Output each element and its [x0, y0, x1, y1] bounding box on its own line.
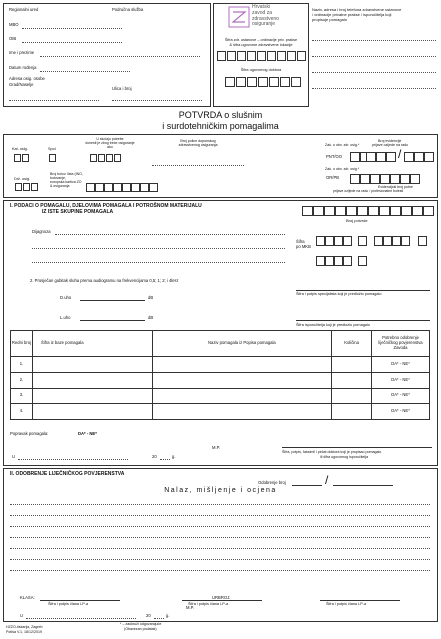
date-prefix-1: U	[12, 454, 16, 459]
dijagnoza-line-2[interactable]	[32, 248, 285, 249]
mbo-label: MBO	[9, 22, 19, 27]
right-ear-field[interactable]	[80, 300, 145, 301]
ustanova-code-cell[interactable]	[297, 51, 306, 61]
stanje-label-3: ako	[107, 145, 113, 149]
odobrenje-field-1[interactable]	[292, 485, 322, 486]
date-prefix-2: U	[20, 613, 24, 618]
iskaz-cell[interactable]	[131, 183, 140, 192]
dijagnoza-label: Dijagnoza	[32, 229, 51, 234]
odobrenje-label: Odobrenje broj	[258, 480, 286, 485]
logo-line-3: zdravstveno	[252, 15, 279, 22]
potvrda-cell[interactable]	[379, 206, 390, 216]
sig-final-line[interactable]	[282, 447, 432, 448]
orpb-cell[interactable]	[360, 174, 370, 184]
evid-cell[interactable]	[404, 152, 414, 162]
mkb-cell[interactable]	[358, 256, 367, 266]
evid-cell[interactable]	[366, 152, 376, 162]
mkb-cell[interactable]	[358, 236, 367, 246]
name-label: Ime i prezime	[9, 50, 35, 55]
name-field[interactable]	[40, 56, 200, 57]
mkb-cell[interactable]	[343, 236, 352, 246]
col-odobrenje: Potrebno odobrenje liječničkog povjerenstva Zavoda	[372, 331, 430, 357]
odobrenje-field-2[interactable]	[333, 485, 393, 486]
mkb-cell[interactable]	[334, 236, 343, 246]
stanje-label-1: U slučaju potrebe	[96, 137, 124, 141]
insured-info-box	[3, 3, 211, 107]
mkb-cell[interactable]	[325, 256, 334, 266]
row-approval[interactable]: DA* - NE*	[372, 388, 430, 404]
city-field[interactable]	[9, 100, 99, 101]
mp-label-2: M.P.	[186, 605, 195, 610]
sig-spec-line[interactable]	[296, 290, 430, 291]
hzzo-logo-icon	[228, 6, 250, 28]
dijagnoza-line-1[interactable]	[55, 234, 285, 235]
row-num: 2.	[11, 372, 33, 388]
col-naziv: Naziv pomagala iz Popisa pomagala	[152, 331, 331, 357]
oib-label: OIB	[9, 36, 17, 41]
mkb-cell[interactable]	[392, 236, 401, 246]
date-mid-1: 20	[152, 454, 157, 459]
ustanova-code-cell[interactable]	[237, 51, 246, 61]
nalaz-line[interactable]	[10, 537, 430, 538]
sig-lp2-label: Šifra i potpis člana LP-a	[188, 602, 229, 606]
iskaz-cell[interactable]	[104, 183, 113, 192]
orpb-cell[interactable]	[410, 174, 420, 184]
evid-cell[interactable]	[414, 152, 424, 162]
pnt-label: PNT/OO	[326, 154, 343, 159]
mkb-cell[interactable]	[325, 236, 334, 246]
sig-spec-label: Šifra i potpis specijalista koji je predložio pomagalo	[296, 292, 382, 296]
hearing-loss-label: 2. Prosječan gubitak sluha prema audiogramu na frekvencijama 0,5; 1; 2; i 4kHz	[30, 278, 179, 283]
facility-line-2[interactable]	[312, 56, 436, 57]
iskaz-cell[interactable]	[140, 183, 149, 192]
dijagnoza-line-3[interactable]	[32, 262, 285, 263]
section-2-title: II. ODOBRENJE LIJEČNIČKOG POVJERENSTVA	[10, 471, 125, 477]
sig-isp-line[interactable]	[296, 320, 430, 321]
row-approval[interactable]: DA* - NE*	[372, 404, 430, 420]
dob-field[interactable]	[40, 71, 130, 72]
col-redni-broj: Redni broj	[11, 331, 33, 357]
mkb-cell[interactable]	[383, 236, 392, 246]
row-num: 4.	[11, 404, 33, 420]
evid-cell[interactable]	[386, 152, 396, 162]
ustanova-code-cell[interactable]	[267, 51, 276, 61]
zak-label: Zak. o obv. zdr. osig.*	[325, 143, 360, 147]
stanje-cell-2[interactable]	[98, 154, 105, 162]
doctor-code-cell[interactable]	[247, 77, 257, 87]
ozljeda-field[interactable]	[152, 165, 244, 166]
nalaz-line[interactable]	[10, 515, 430, 516]
iskaz-cell[interactable]	[122, 183, 131, 192]
facility-line-3[interactable]	[312, 72, 436, 73]
iskaz-label-2: bolovanje,	[50, 176, 66, 181]
potvrda-cell[interactable]	[357, 206, 368, 216]
row-approval[interactable]: DA* - NE*	[372, 372, 430, 388]
potvrda-cell[interactable]	[368, 206, 379, 216]
date-suffix-2: g.	[166, 613, 170, 618]
regional-office-label: Regionalni ured	[9, 7, 39, 12]
evid-slash: /	[398, 147, 402, 161]
table-row[interactable]	[11, 357, 430, 373]
logo-line-1: Hrvatski	[252, 4, 271, 10]
zak2-label: Zak. o obv. zdr. osig.*	[325, 167, 360, 171]
logo-line-2: zavod za	[252, 9, 273, 16]
sig-final-label-1: Šifra, potpis, faksimil i pečat doktora koji je propisao pomagalo	[282, 450, 382, 454]
date-year-field-2[interactable]	[154, 618, 164, 619]
broj-potvrde-label: Broj potvrde	[346, 218, 368, 223]
ustanova-code-cell[interactable]	[247, 51, 256, 61]
kat-label: Kat. osig.	[12, 147, 28, 151]
facility-label-2: / ordinacije privatne prakse / isporučitelja koji	[312, 12, 392, 17]
ustanova-code-cell[interactable]	[287, 51, 296, 61]
document-title: POTVRDA o slušnim	[178, 110, 263, 120]
footer-org-2: Potiša V.1, 18/12/2019	[6, 630, 43, 634]
ev-broj-label-1: Evidencijski broj putne	[378, 185, 413, 189]
document-subtitle: i surdotehničkim pomagalima	[162, 121, 279, 131]
ozljeda-label-2: zdravstvenog osiguranja	[178, 143, 218, 147]
stanje-label-2: dovesti je zbog treće osiguranje	[85, 141, 135, 145]
nalaz-label: Nalaz, mišljenje i ocjena	[164, 487, 277, 494]
date-place-field-2[interactable]	[26, 618, 136, 619]
doctor-code-cell[interactable]	[291, 77, 301, 87]
doctor-code-cell[interactable]	[236, 77, 246, 87]
evid-cell[interactable]	[424, 152, 434, 162]
mkb-cell[interactable]	[418, 236, 427, 246]
facility-label-1: Naziv, adresa i broj telefona zdravstvene ustanove	[312, 7, 402, 12]
sig-lp1-label: Šifra i potpis člana LP-a	[48, 602, 89, 606]
row-num: 3.	[11, 388, 33, 404]
row-approval[interactable]: DA* - NE*	[372, 357, 430, 373]
repair-value[interactable]: DA* - NE*	[78, 431, 97, 436]
address-label: Adresa osig. osobe	[9, 76, 45, 81]
nalaz-line[interactable]	[10, 559, 430, 560]
potvrda-cell[interactable]	[324, 206, 335, 216]
potvrda-cell[interactable]	[313, 206, 324, 216]
stanje-cell-1[interactable]	[90, 154, 97, 162]
left-ear-label: L.uho	[60, 315, 71, 320]
date-place-field-1[interactable]	[18, 459, 128, 460]
doctor-code-cell[interactable]	[280, 77, 290, 87]
iskaz-cell[interactable]	[86, 183, 95, 192]
nalaz-line[interactable]	[10, 526, 430, 527]
footer-note-1: * – zaokruži odgovarajuće	[120, 622, 162, 626]
ustanova-code-cell[interactable]	[217, 51, 226, 61]
sig-lp3-label: Šifra i potpis člana LP-a	[326, 602, 367, 606]
evid-cell[interactable]	[376, 152, 386, 162]
potvrda-cell[interactable]	[302, 206, 313, 216]
orpb-cell[interactable]	[370, 174, 380, 184]
mp-label-1: M.P.	[212, 445, 221, 450]
street-field[interactable]	[112, 100, 202, 101]
drz-cell-2[interactable]	[23, 183, 30, 191]
potvrda-cell[interactable]	[401, 206, 412, 216]
klasa-label: KLASA:	[20, 595, 35, 600]
section-1-title-1: I. PODACI O POMAGALU, DJELOVIMA POMAGALA I POTROŠNOM MATERIJALU	[10, 203, 202, 209]
iskaz-label-3: europska kartica ZO	[50, 180, 82, 185]
ustanova-code-cell[interactable]	[257, 51, 266, 61]
facility-line-1[interactable]	[312, 40, 436, 41]
nalaz-line[interactable]	[10, 548, 430, 549]
spol-label: Spol	[48, 147, 56, 151]
row-num: 1.	[11, 357, 33, 373]
sig-final-label-2: ili šifra ugovornog isporučitelja	[320, 455, 369, 459]
ev-broj-label-2: prijave ozljede na radu / profesionalne bolesti	[333, 189, 404, 193]
street-label: Ulica i broj	[112, 86, 132, 91]
sig-lp1-line[interactable]	[40, 600, 120, 601]
prijava-label: prijave ozljede na radu	[372, 143, 409, 147]
branch-label: Područna služba	[112, 7, 144, 12]
devices-table	[10, 330, 430, 420]
doctor-code-cell[interactable]	[269, 77, 279, 87]
facility-label-3: propisuje pomagalo	[312, 17, 347, 22]
doctor-code-cell[interactable]	[258, 77, 268, 87]
mkb-cell[interactable]	[316, 236, 325, 246]
ustanova-label-2: & šifra ugovorne zdravstvene lokacije	[229, 43, 293, 47]
dob-label: Datum rođenja	[9, 65, 37, 70]
col-sifra: Šifra iz baze pomagala	[32, 331, 152, 357]
spol-cell[interactable]	[49, 154, 56, 162]
odobrenje-slash: /	[325, 473, 329, 487]
table-row[interactable]	[11, 372, 430, 388]
iskaz-cell[interactable]	[95, 183, 104, 192]
right-ear-label: D.uho	[60, 295, 72, 300]
oib-field[interactable]	[22, 42, 122, 43]
stanje-cell-3[interactable]	[106, 154, 113, 162]
mkb-cell[interactable]	[343, 256, 352, 266]
potvrda-cell[interactable]	[346, 206, 357, 216]
left-ear-db: dB	[148, 315, 154, 320]
iskaz-label-1: Broj bolov. lista (INO,	[50, 172, 83, 176]
nalaz-line[interactable]	[10, 570, 430, 571]
urbroj-label: URBROJ:	[212, 595, 231, 600]
section-1-title-2: IZ ISTE SKUPINE POMAGALA	[42, 209, 114, 215]
col-kolicina: Količina	[332, 331, 372, 357]
kat-cell-2[interactable]	[22, 154, 29, 162]
sig-isp-label: Šifra isporučitelja koji je predložio pomagalo	[296, 323, 370, 327]
facility-line-4[interactable]	[312, 88, 436, 89]
stanje-cell-4[interactable]	[114, 154, 121, 162]
table-row[interactable]	[11, 404, 430, 420]
city-label: Grad/Naselje	[9, 82, 34, 87]
orpb-cell[interactable]	[380, 174, 390, 184]
footer-note-2: (Obavezan podatak)	[124, 627, 157, 631]
drz-label: Drž. osig.	[14, 177, 31, 181]
footer-org-1: HZZO-tiskarija, Zagreb	[6, 625, 43, 629]
potvrda-cell[interactable]	[423, 206, 434, 216]
mkb-label-2: po MKB	[296, 244, 311, 249]
potvrda-cell[interactable]	[412, 206, 423, 216]
right-ear-db: dB	[148, 295, 154, 300]
sig-lp3-line[interactable]	[320, 600, 400, 601]
orpb-label: OR/PB	[326, 175, 340, 180]
orpb-cell[interactable]	[350, 174, 360, 184]
evid-label: Broj evidencije	[378, 139, 402, 143]
potvrda-cell[interactable]	[335, 206, 346, 216]
date-suffix-1: g.	[172, 454, 176, 459]
orpb-cell[interactable]	[400, 174, 410, 184]
iskaz-cell[interactable]	[149, 183, 158, 192]
drz-cell-3[interactable]	[31, 183, 38, 191]
left-ear-field[interactable]	[80, 320, 145, 321]
potvrda-cell[interactable]	[390, 206, 401, 216]
ozljeda-label-1: Broj police dopunskog	[180, 139, 216, 143]
iskaz-label-4: & osiguranja	[50, 184, 70, 189]
orpb-cell[interactable]	[390, 174, 400, 184]
mbo-field[interactable]	[22, 28, 122, 29]
doctor-code-cell[interactable]	[225, 77, 235, 87]
logo-line-4: osiguranje	[252, 21, 276, 28]
pnt-cell[interactable]	[350, 152, 360, 162]
mkb-cell[interactable]	[316, 256, 325, 266]
date-year-field-1[interactable]	[160, 459, 170, 460]
table-row[interactable]	[11, 388, 430, 404]
nalaz-line[interactable]	[10, 504, 430, 505]
date-mid-2: 20	[146, 613, 151, 618]
iskaz-cell[interactable]	[113, 183, 122, 192]
mkb-label-1: Šifra	[296, 239, 305, 244]
mkb-cell[interactable]	[401, 236, 410, 246]
drz-cell-1[interactable]	[15, 183, 22, 191]
mkb-cell[interactable]	[374, 236, 383, 246]
ustanova-code-cell[interactable]	[277, 51, 286, 61]
ustanova-label-1: Šifra zdr. ustanove – ordinacije priv. prakse	[224, 38, 298, 42]
kat-cell-1[interactable]	[14, 154, 21, 162]
repair-label: Popravak pomagala:	[10, 431, 49, 436]
ustanova-code-cell[interactable]	[227, 51, 236, 61]
doctor-code-label: Šifra ugovornog doktora	[240, 68, 282, 72]
mkb-cell[interactable]	[334, 256, 343, 266]
